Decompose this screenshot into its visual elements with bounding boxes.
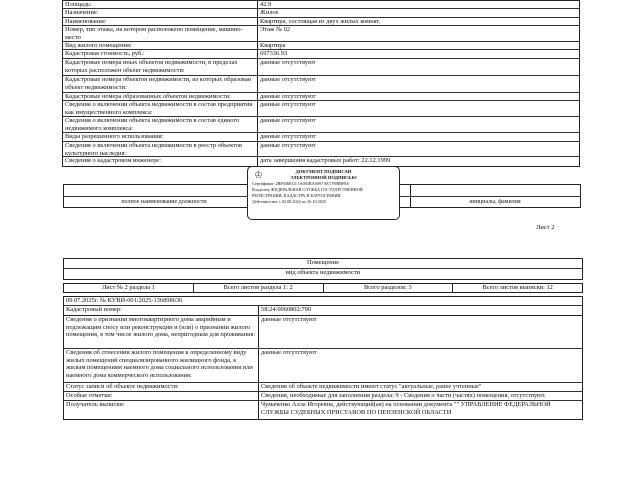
cadastral-number: 58:24:0060802:790 [261,306,312,313]
row-value: Квартира [260,42,286,49]
stamp-validity: Действителен: с 02.08.2024 по 26.10.2025 [252,199,327,204]
table-row [63,42,579,50]
document-number: 09.07.2025г. № КУВИ-001/2025-136898636 [66,297,183,304]
row-value: 42.9 [260,1,272,8]
sheet-info-table [63,283,583,293]
row-label: Сведения о признании многоквартирного дома аварийным и подлежащим сносу или реконструкции и (или) о признании жилого помещения, в том числе жилого дома, непригодным для проживания: [64,316,259,348]
table-row [64,259,582,269]
row-value: данные отсутствуют [261,349,317,356]
row-label: Наименование: [63,18,258,25]
row-value: данные отсутствуют [260,93,316,100]
row-label: Получатель выписки: [64,401,259,419]
table-row [63,157,579,166]
row-value: Сведения, необходимые для заполнения раздела: 9 - Сведения о части (частях) помещения, отсутствуют. [261,392,546,399]
stamp-subtitle: ЭЛЕКТРОННОЙ ПОДПИСЬЮ [290,175,357,180]
row-value: Квартира, состоящая из двух жилых комнат. [260,18,381,25]
row-value: дата завершения кадастровых работ: 22.12.1999 [260,157,391,164]
row-label: Площадь: [63,1,258,8]
table-row [63,93,579,101]
table-row [64,297,582,306]
stamp-title: ДОКУМЕНТ ПОДПИСАН [295,169,352,174]
row-label: Кадастровый номер: [64,306,259,315]
table-row [63,101,579,117]
row-label: Кадастровые номера образованных объектов недвижимости: [63,93,258,100]
object-type-table [63,258,583,280]
row-value: Сведения об объекте недвижимости имеют статус "актуальные, ранее учтенные" [261,383,482,390]
table-row [63,76,579,93]
row-value: 697336.93 [260,50,288,57]
extract-sheets-total: Всего листов выписки: 12 [482,284,553,291]
name-label: инициалы, фамилия [469,199,521,205]
table-row [64,316,582,349]
row-label: Сведения о кадастровом инженере: [63,157,258,166]
row-label: Статус записи об объекте недвижимости: [64,383,259,391]
section-sheets-total: Всего листов раздела 1: 2 [194,284,324,292]
row-value: данные отсутствуют [260,133,316,140]
row-label: Сведения о включении объекта недвижимости в состав единого недвижимого комплекса: [63,117,258,132]
table-row [64,349,582,383]
row-value: данные отсутствуют [260,142,316,149]
table-row [63,50,579,59]
table-row [63,26,579,42]
row-label: Сведения о включении объекта недвижимости в реестр объектов культурного наследия: [63,142,258,156]
row-label: Вид жилого помещения: [63,42,258,49]
electronic-signature-stamp [247,166,400,220]
row-label: Сведения о включении объекта недвижимости в состав предприятия как имущественного комплекса: [63,101,258,116]
table-row [64,392,582,401]
row-label: Кадастровые номера иных объектов недвижимости, в пределах которых расположен объект недвижимости: [63,59,258,75]
stamp-certificate: Сертификат: 2BF036EC6 1A003BA0097 6E3 F9BBFE6 [252,181,349,186]
row-value: данные отсутствуют [260,76,316,83]
property-details-table [62,0,580,167]
row-label: Кадастровая стоимость, руб.: [63,50,258,58]
row-value: Жилое [260,9,279,16]
row-label: Номер, тип этажа, на котором расположено помещение, машино-место [63,26,258,41]
recipient-value: Чумаченко Алла Игоревна, действующий(ая) на основании документа "" УПРАВЛЕНИЕ ФЕДЕРАЛЬНОЙ СЛУЖБЫ СУДЕБНЫХ ПРИСТАВОВ ПО ПЕНЗЕНСКОЙ ОБЛАСТИ [261,401,551,416]
table-row [63,18,579,26]
table-row [63,142,579,157]
table-row [64,383,582,392]
row-label: Виды разрешенного использования: [63,133,258,141]
sections-total: Всего разделов: 3 [324,284,454,292]
stamp-owner: Владелец: ФЕДЕРАЛЬНАЯ СЛУЖБА ГОСУДАРСТВЕННОЙ [252,187,363,192]
table-row [63,1,579,9]
table-row [64,401,582,419]
housing-details-table [63,315,583,420]
row-value: данные отсутствуют [260,101,316,108]
emblem-icon: ♔ [254,170,263,181]
table-row [63,133,579,142]
row-value: данные отсутствуют [260,59,316,66]
object-type: Помещение [306,259,339,266]
row-label: Назначение: [63,9,258,17]
table-row [64,306,582,315]
table-row [63,117,579,133]
row-label: Особые отметки: [64,392,259,400]
sheet-number: Лист № 2 раздела 1 [64,284,194,292]
object-type-caption: вид объекта недвижимости [285,269,361,276]
table-row [64,269,582,279]
sheet-label: Лист 2 [536,224,555,231]
row-label: Сведения об отнесении жилого помещения к определенному виду жилых помещений специализированного жилищного фонда, к жилым помещениям наемного дома социального использования или наемного дома коммерческого использования: [64,349,259,382]
row-label: Кадастровые номера объектов недвижимости, из которых образован объект недвижимости: [63,76,258,92]
table-row [63,9,579,18]
row-value: данные отсутствуют [261,316,317,323]
row-value: Этаж № 02 [260,26,291,33]
table-row [63,59,579,76]
stamp-owner-cont: РЕГИСТРАЦИИ, КАДАСТРА И КАРТОГРАФИИ [252,193,341,198]
doc-number-table [63,296,583,316]
row-value: данные отсутствуют [260,117,316,124]
position-label: полное наименование должности [121,199,207,205]
